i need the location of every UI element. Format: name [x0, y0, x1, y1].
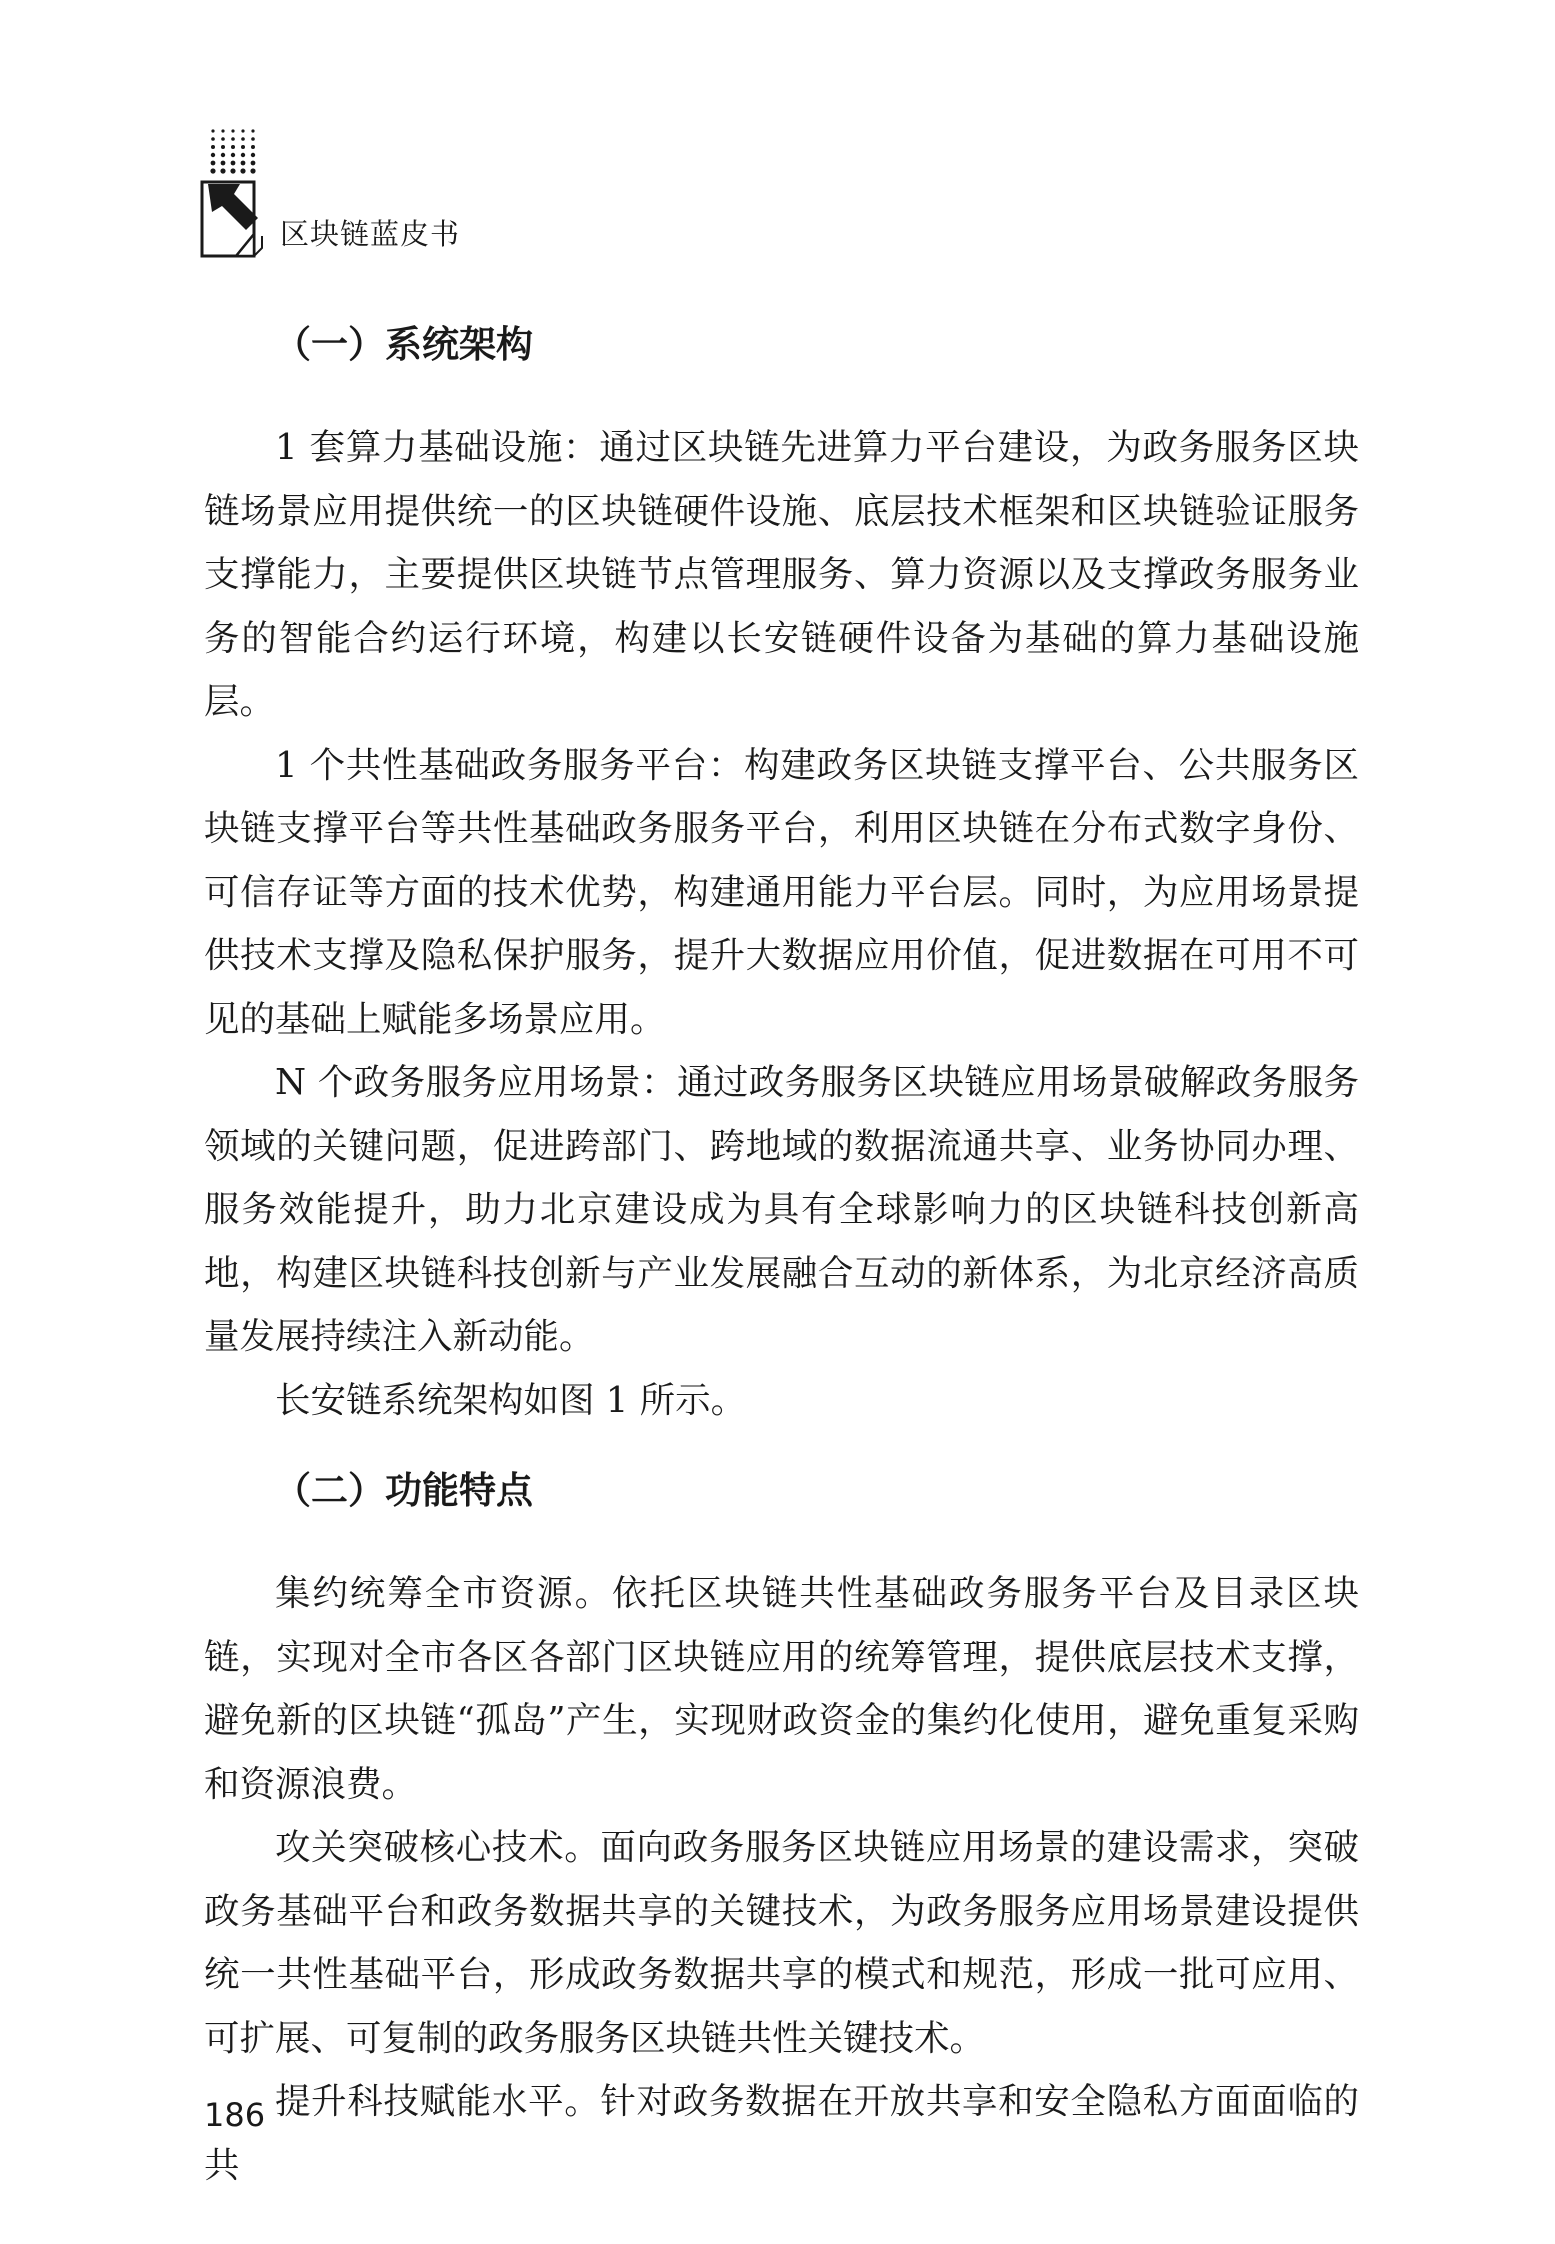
paragraph: 提升科技赋能水平。针对政务数据在开放共享和安全隐私方面面临的共 [204, 2081, 1359, 2186]
paragraph: N 个政务服务应用场景：通过政务服务区块链应用场景破解政务服务领域的关键问题，促进跨部门、跨地域的数据流通共享、业务协同办理、服务效能提升，助力北京建设成为具有全球影响力的区块链科技创新高地，构建区块链科技创新与产业发展融合互动的新体系，为北京经济高质量发展持续注入新动能。 [204, 1062, 1359, 1357]
book-corner-icon [200, 178, 264, 260]
page-number: 186 [204, 2096, 266, 2134]
paragraph: 1 套算力基础设施：通过区块链先进算力平台建设，为政务服务区块链场景应用提供统一的区块链硬件设施、底层技术框架和区块链验证服务支撑能力，主要提供区块链节点管理服务、算力资源以及支撑政务服务业务的智能合约运行环境，构建以长安链硬件设备为基础的算力基础设施层。 [204, 427, 1359, 722]
section-heading-architecture: （一）系统架构 [274, 323, 533, 366]
paragraph: 1 个共性基础政务服务平台：构建政务区块链支撑平台、公共服务区块链支撑平台等共性基础政务服务平台，利用区块链在分布式数字身份、可信存证等方面的技术优势，构建通用能力平台层。同时，为应用场景提供技术支撑及隐私保护服务，提升大数据应用价值，促进数据在可用不可见的基础上赋能多场景应用。 [204, 744, 1359, 1040]
section-heading-features: （二）功能特点 [274, 1469, 533, 1512]
page-body [204, 320, 1359, 2197]
paragraph: 长安链系统架构如图 1 所示。 [275, 1379, 747, 1421]
running-header [200, 128, 600, 268]
paragraph: 集约统筹全市资源。依托区块链共性基础政务服务平台及目录区块链，实现对全市各区各部门区块链应用的统筹管理，提供底层技术支撑，避免新的区块链“孤岛”产生，实现财政资金的集约化使用，避免重复采购和资源浪费。 [204, 1573, 1359, 1805]
paragraph: 攻关突破核心技术。面向政务服务区块链应用场景的建设需求，突破政务基础平台和政务数据共享的关键技术，为政务服务应用场景建设提供统一共性基础平台，形成政务数据共享的模式和规范，形成一批可应用、可扩展、可复制的政务服务区块链共性关键技术。 [204, 1827, 1359, 2059]
series-title: 区块链蓝皮书 [280, 217, 461, 251]
dot-grid-icon [210, 128, 262, 176]
